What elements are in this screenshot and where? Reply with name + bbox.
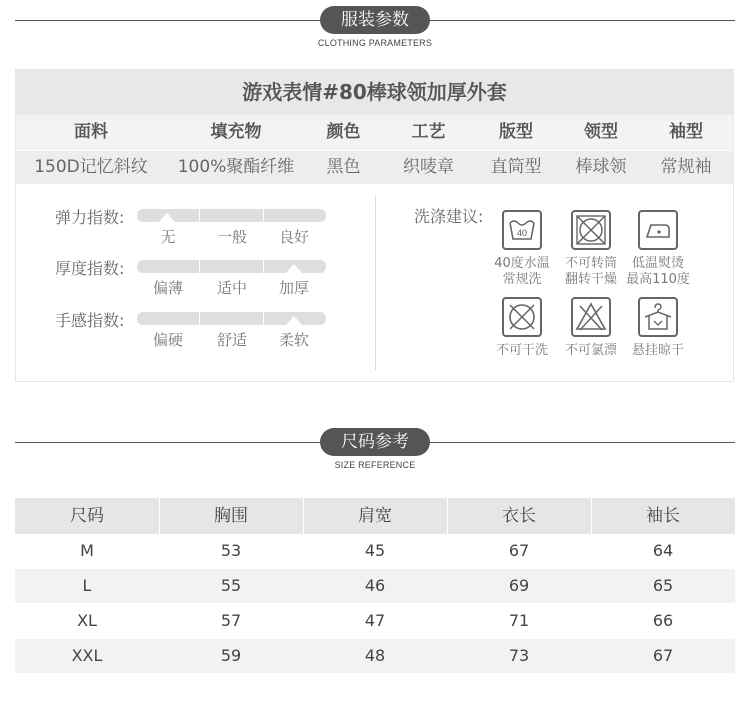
- thickness-index-label: 厚度指数:: [55, 259, 125, 278]
- size-cell: 64: [652, 541, 674, 560]
- size-cell: 46: [364, 576, 386, 595]
- thickness-index-bar: [137, 260, 326, 273]
- param-value: 织唛章: [403, 157, 454, 177]
- size-cell: 71: [508, 611, 530, 630]
- param-value: 直筒型: [490, 157, 542, 177]
- param-value: 常规袖: [660, 157, 712, 177]
- size-table-row: [15, 604, 735, 638]
- size-cell: 48: [364, 646, 386, 665]
- size-cell: 53: [220, 541, 242, 560]
- wash-caption: [482, 343, 562, 359]
- wash-caption: [618, 343, 698, 359]
- size-header-cell: 尺码: [70, 506, 104, 526]
- elasticity-index-marker: [159, 213, 175, 222]
- size-table-row: [15, 569, 735, 603]
- parameter-header-row: [16, 115, 733, 150]
- hand-feel-option: 舒适: [216, 331, 247, 349]
- caption-line: 40度水温: [494, 256, 550, 271]
- param-value: 100%聚酯纤维: [177, 157, 295, 177]
- param-header: 面料: [74, 122, 108, 142]
- size-cell: 55: [220, 576, 242, 595]
- size-cell: M: [80, 541, 94, 560]
- elasticity-option: 无: [160, 228, 176, 246]
- caption-line: 不可转筒: [564, 256, 617, 271]
- param-value: 150D记忆斜纹: [34, 157, 148, 177]
- param-header: 工艺: [411, 122, 446, 142]
- hand-feel-option: 柔软: [278, 331, 309, 349]
- size-cell: 69: [508, 576, 530, 595]
- hand-feel-index-marker: [286, 316, 302, 325]
- section-divider-left: [15, 20, 320, 21]
- thickness-option: 偏薄: [152, 279, 183, 297]
- size-header-cell: 衣长: [502, 506, 536, 526]
- param-value: 棒球领: [575, 157, 627, 177]
- no-bleach-icon: [571, 297, 611, 337]
- elasticity-index-bar: [137, 209, 326, 222]
- param-header: 领型: [584, 122, 618, 142]
- caption-line: 低温熨烫: [631, 256, 684, 271]
- size-cell: 66: [652, 611, 674, 630]
- hand-feel-index-label: 手感指数:: [55, 311, 125, 330]
- elasticity-option: 良好: [278, 228, 309, 246]
- param-header: 颜色: [326, 122, 361, 142]
- section-divider-right: [430, 442, 735, 443]
- size-cell: 65: [652, 576, 674, 595]
- size-header-cell: 胸围: [214, 506, 248, 526]
- caption-line: 最高110度: [626, 272, 690, 287]
- wash-caption: [482, 256, 562, 288]
- clothing-section-subtitle: CLOTHING PARAMETERS: [317, 38, 433, 48]
- caption-line: 常规洗: [502, 272, 542, 287]
- thickness-option: 加厚: [278, 279, 309, 297]
- size-table-row: [15, 534, 735, 568]
- washing-title: 洗涤建议:: [414, 207, 484, 226]
- no-tumble-dry-icon: [571, 210, 611, 250]
- param-value: 黑色: [326, 157, 361, 177]
- hang-dry-icon: [638, 297, 678, 337]
- wash-40-icon: [502, 210, 542, 250]
- caption-line: 翻转干燥: [564, 272, 617, 287]
- param-header: 填充物: [210, 122, 262, 142]
- no-dry-clean-icon: [502, 297, 542, 337]
- hand-feel-index-bar: [137, 312, 326, 325]
- size-cell: 45: [364, 541, 386, 560]
- size-section-title: 尺码参考: [320, 428, 430, 456]
- size-section-subtitle: SIZE REFERENCE: [334, 460, 416, 470]
- size-cell: 73: [508, 646, 530, 665]
- size-table-row: [15, 639, 735, 673]
- low-iron-icon: [638, 210, 678, 250]
- section-divider-left: [15, 442, 320, 443]
- parameter-value-row: [16, 151, 733, 184]
- wash-temperature-text: 40: [516, 228, 528, 238]
- caption-line: 悬挂晾干: [631, 343, 684, 358]
- size-cell: 67: [508, 541, 530, 560]
- size-cell: 47: [364, 611, 386, 630]
- thickness-option: 适中: [216, 279, 247, 297]
- elasticity-index-label: 弹力指数:: [55, 208, 125, 227]
- caption-line: 不可氯漂: [564, 343, 617, 358]
- size-cell: 67: [652, 646, 674, 665]
- panel-divider: [375, 195, 376, 370]
- wash-caption: [618, 256, 698, 288]
- thickness-index-marker: [286, 264, 302, 273]
- size-cell: XL: [77, 611, 97, 630]
- caption-line: 不可干洗: [495, 343, 548, 358]
- size-table-header: [15, 498, 735, 534]
- size-cell: XXL: [71, 646, 103, 665]
- param-header: 版型: [499, 122, 533, 142]
- product-name: 游戏表情#80棒球领加厚外套: [16, 70, 733, 115]
- elasticity-option: 一般: [216, 228, 247, 246]
- size-cell: 59: [220, 646, 242, 665]
- hand-feel-option: 偏硬: [152, 331, 183, 349]
- size-cell: 57: [220, 611, 242, 630]
- size-cell: L: [82, 576, 92, 595]
- param-header: 袖型: [669, 122, 703, 142]
- size-header-cell: 肩宽: [358, 506, 392, 526]
- clothing-section-title: 服装参数: [320, 6, 430, 34]
- section-divider-right: [430, 20, 735, 21]
- parameters-panel: [15, 69, 734, 382]
- size-header-cell: 袖长: [646, 506, 680, 526]
